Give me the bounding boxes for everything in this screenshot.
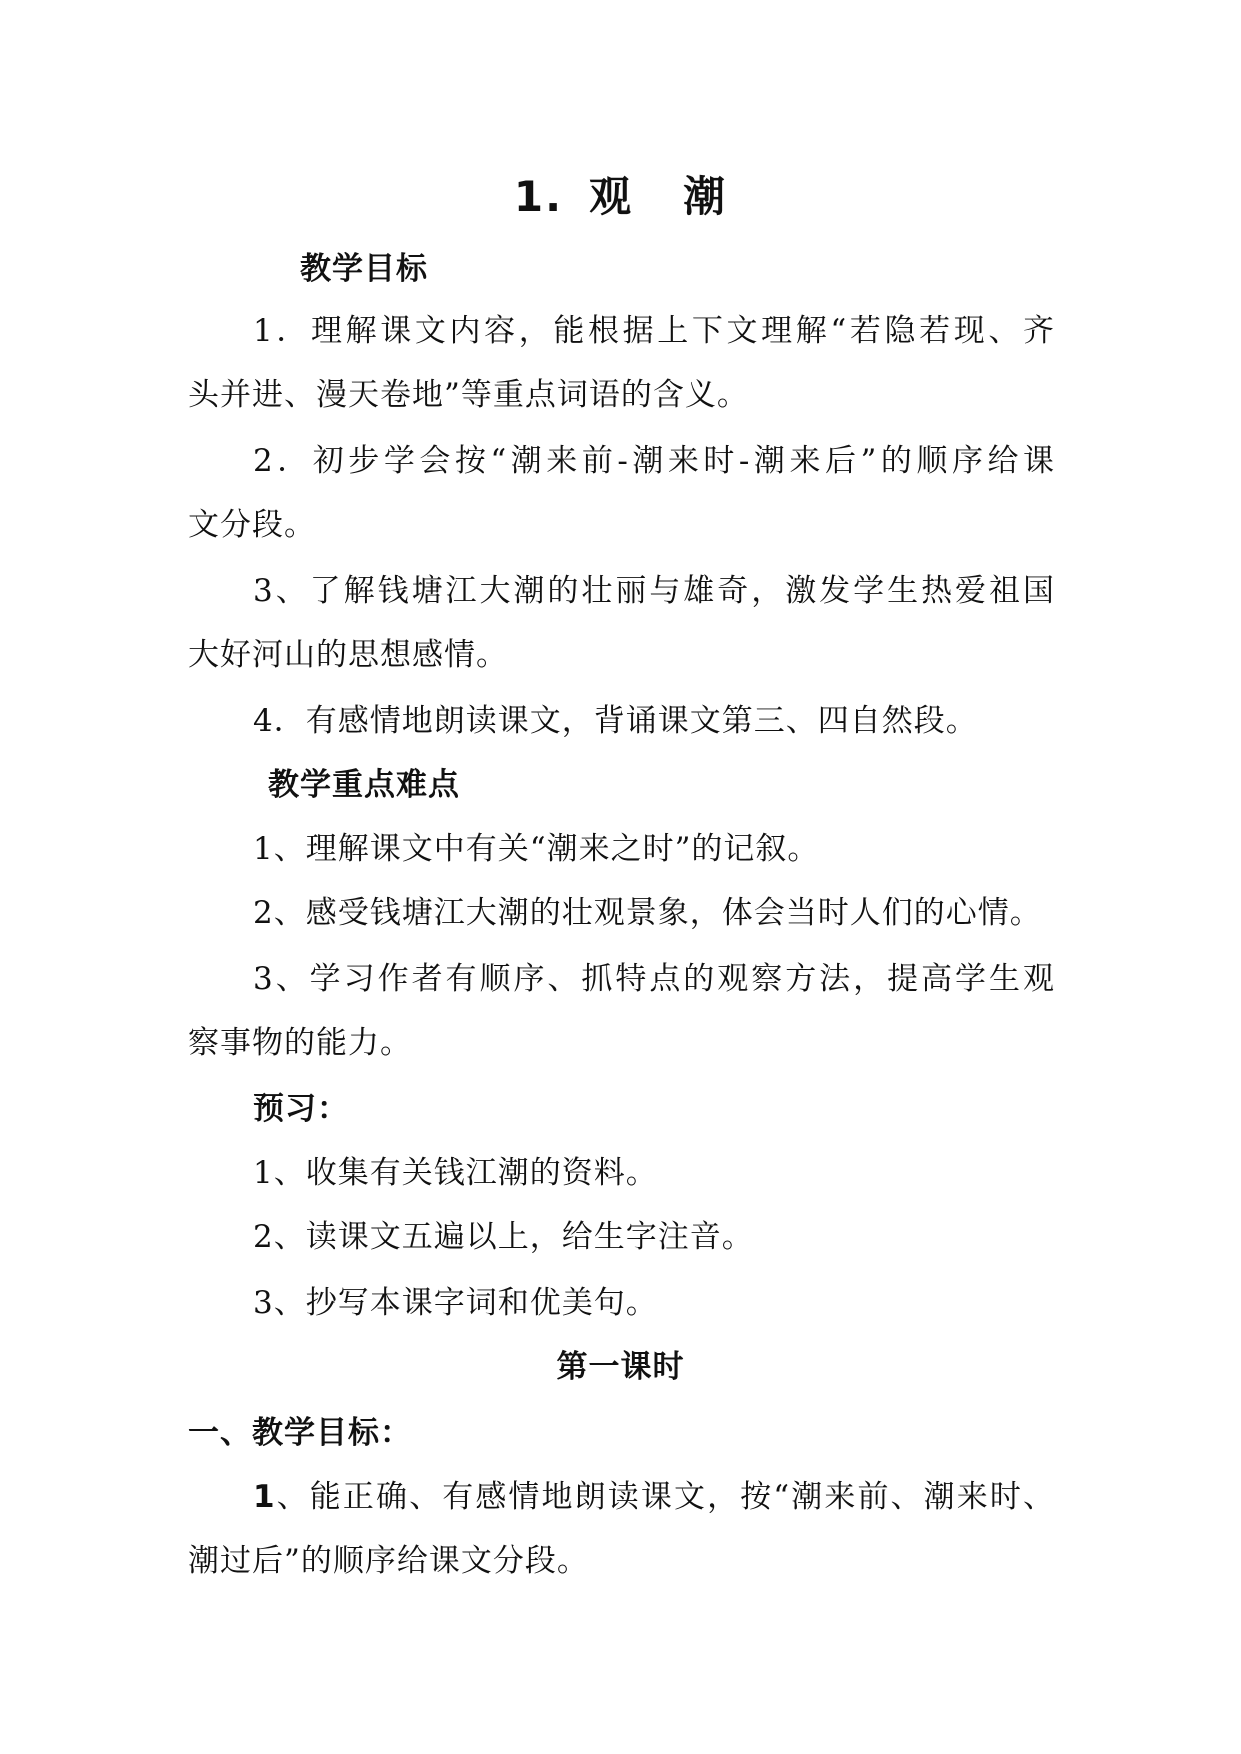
title-char-2: 潮 — [683, 172, 728, 221]
page-title — [0, 169, 1241, 225]
objective-2-line-1: 2．初步学会按“潮来前-潮来时-潮来后”的顺序给课 — [253, 443, 1055, 479]
lesson-1-goal-1-text: 、能正确、有感情地朗读课文，按“潮来前、潮来时、 — [275, 1479, 1055, 1515]
objective-3-line-1: 3、了解钱塘江大潮的壮丽与雄奇，激发学生热爱祖国 — [253, 573, 1055, 609]
lesson-1-goal-1-number: 1 — [253, 1479, 276, 1515]
lesson-1-goal-1-line-1 — [253, 1477, 1055, 1517]
objective-1-line-2: 头并进、漫天卷地”等重点词语的含义。 — [188, 377, 749, 413]
objective-4: 4．有感情地朗读课文，背诵课文第三、四自然段。 — [253, 703, 978, 739]
key-points-heading: 教学重点难点 — [268, 767, 460, 803]
key-point-3-line-2: 察事物的能力。 — [188, 1025, 412, 1061]
key-point-1: 1、理解课文中有关“潮来之时”的记叙。 — [253, 831, 820, 867]
objective-3-line-2: 大好河山的思想感情。 — [188, 637, 508, 673]
lesson-1-goal-1-line-2: 潮过后”的顺序给课文分段。 — [188, 1543, 589, 1579]
objective-1-line-1: 1．理解课文内容，能根据上下文理解“若隐若现、齐 — [253, 313, 1055, 349]
title-number: 1. — [513, 172, 564, 221]
objective-2-line-2: 文分段。 — [188, 507, 316, 543]
objectives-heading: 教学目标 — [300, 251, 428, 287]
lesson-1-section-1-heading: 一、教学目标： — [188, 1415, 412, 1451]
preview-item-1: 1、收集有关钱江潮的资料。 — [253, 1155, 658, 1191]
preview-heading: 预习： — [253, 1091, 349, 1127]
lesson-1-heading: 第一课时 — [556, 1349, 685, 1385]
title-char-1: 观 — [589, 172, 634, 221]
preview-item-2: 2、读课文五遍以上，给生字注音。 — [253, 1219, 754, 1255]
key-point-3-line-1: 3、学习作者有顺序、抓特点的观察方法，提高学生观 — [253, 961, 1055, 997]
preview-item-3: 3、抄写本课字词和优美句。 — [253, 1285, 658, 1321]
key-point-2: 2、感受钱塘江大潮的壮观景象，体会当时人们的心情。 — [253, 895, 1042, 931]
